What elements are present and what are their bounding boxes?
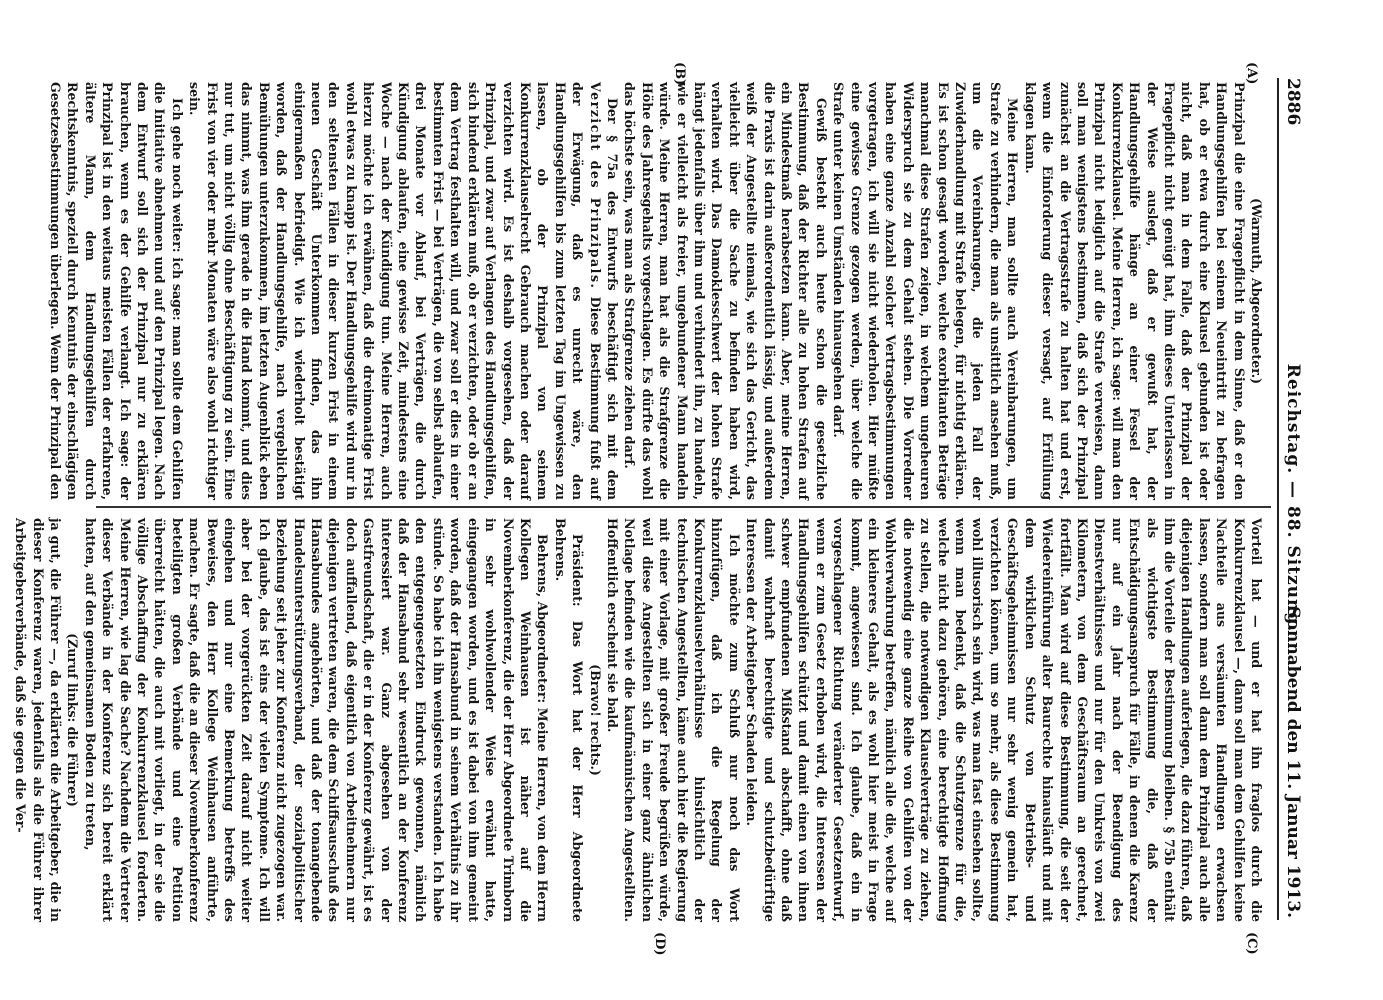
paragraph-body: Diese Bestimmung fußt auf der Erwägung, daß es unrecht wäre, den Handlungsgehilfen bis zum letzten Tag im Ungewissen zu lassen, ob der Prinzipal von seinem Konkurrenzklauselrecht Gebrauch machen oder darauf verzichten wird. Es ist deshalb vorgesehen, daß der Prinzipal, und zwar auf Verlangen des Handlungsgehilfen, sich bindend erklären muß, ob er verzichten, oder ob er an dem Vertrag festhalten will, und zwar soll er dies in einer bestimmten Frist — bei Verträgen, die von selbst ablaufen, drei Monate vor Ablauf, bei Verträgen, die durch Kündigung ablaufen, eine gewisse Zeit, mindestens eine Woche — nach der Kündigung tun. Meine Herren, auch hierzu möchte ich erwähnen, daß die dreimonatige Frist wohl etwas zu knapp ist. Der Handlungsgehilfe wird nur in den seltensten Fällen in dieser kurzen Frist in einem neuen Geschäft Unterkommen finden, das ihn einigermaßen befriedigt. Wie ich wiederholt bestätigt worden, daß der Handlungsgehilfe, nach vergeblichen Bemühungen unterzukommen, im letzten Augenblick eben das nimmt, was ihm gerade in die Hand kommt, und dies nur tut, um nicht völlig ohne Beschäftigung zu sein. Eine Frist von vier oder mehr Monaten wäre also wohl richtiger sein. <box>187 82 603 500</box>
paragraph: Behrens, Abgeordneter: Meine Herren, von dem Herrn Kollegen Weinhausen ist näher auf die Novemberkonferenz, die der Herr Abgeordnete Trimborn in sehr wohlwollender Weise erwähnt hatte, eingegangen worden, und es ist dabei von ihm gemeint worden, daß der Hansabund in seinem Verhältnis zu ihr stünde. So habe ich ihn wenigstens verstanden. Ich habe den entgegengesetzten Eindruck gewonnen, nämlich daß der Hansabund sehr wesentlich an der Konferenz interessiert war. Ganz abgesehen von der Gastfreundschaft, die er in der Konferenz gewährt, ist es doch auffallend, daß eigentlich von Arbeitnehmern nur diejenigen vertreten waren, die dem Schiffsausschuß des Hansabundes angehörten, und daß der tonangebende Handelsunterstützungsverband, der sozialpolitischer Beziehung seit jeher zur Konferenz nicht zugezogen war. Ich glaube, das ist eins der vielen Symptome. Ich will aber bei der vorgerückten Zeit darauf nicht weiter eingehen und nur eine Bemerkung betreffs des Beweises, den Herr Kollege Weinhausen anführte, machen. Er sagte, daß die an dieser Novemberkonferenz beteiligten großen Verbände und eine Petition überreicht hätten, die auch mit vorliegt, in der sie die völlige Abschaffung der Konkurrenzklausel forderten. Meine Herren, wie lag die Sache? Nachdem die Vertreter dieser Verbände in der Konferenz sich bereit erklärt hatten, auf den gemeinsamen Boden zu treten, <box>82 518 551 922</box>
header-divider <box>1277 78 1279 920</box>
margin-mark-a: (A) <box>1244 62 1259 85</box>
emphasis-text: Verzicht des Prinzipals. <box>587 82 603 290</box>
paragraph <box>186 82 621 500</box>
paragraph: Meine Herren, man sollte auch Vereinbarungen, um Strafe zu verhindern, die man als unsittlich ansehen muß, um die Vereinbarungen, die jeden Fall der Zuwiderhandlung mit Strafe belegen, für nichtig erklären. Es ist schon gesagt worden, welche exorbitanten Beträge manchmal diese Strafen zeigen, in welchem ungeheuren Widerspruch sie zu dem Gehalt stehen. Die Vorredner haben eine ganze Anzahl solcher Vertragsbestimmungen vorgetragen, ich will sie nicht wiederholen. Hier müßte eine gewisse Grenze gezogen werden, über welche die Strafe unter keinen Umständen hinausgehen darf. <box>831 82 1021 500</box>
interjection: (Zuruf links: die Führer) <box>65 633 81 807</box>
speaker-reference: (Warmuth, Abgeordneter.) <box>1249 197 1264 385</box>
right-column <box>13 518 1265 922</box>
paragraph-lead: Der § 75a des Entwurfs beschäftigt sich mit dem <box>604 98 620 500</box>
margin-mark-b: (B) <box>672 62 687 86</box>
paragraph: ja gut, die Führer —, da erklärten die Arbeitgeber, die in dieser Konferenz waren, jedenfalls als die Führer ihrer Arbeitgeberverbände, daß sie gegen die Ver- <box>13 518 63 922</box>
page-date: Sonnabend den 11. Januar 1913. <box>1283 606 1303 918</box>
page-title: Reichstag. — 88. Sitzung. <box>1283 363 1303 633</box>
paragraph: Vorteil hat — und er hat ihn fraglos durch die Konkurrenzklausel —, dann soll man dem Gehilfen keine Nachteile aus versäumten Handlungen erwachsen lassen, sondern man soll dann dem Prinzipal auch alle diejenigen Handlungen auferlegen, die dazu führen, daß ihm die Vorteile der Bestimmung bleiben. § 75b enthält als wichtigste Bestimmung die, daß der Entschädigungsanspruch für Fälle, in denen die Karenz nur auf ein Jahr nach der Beendigung des Dienstverhältnisses und nur für den Umkreis von zwei Kilometern, von dem Geschäftsraum an gerechnet, fortfällt. Man wird auf diese Bestimmung, die seit der Wiedereinführung alter Baurechte hinausläuft und mit dem wirklichen Schutz von Betriebs- und Geschäftsgeheimnissen nur sehr wenig gemein hat, verzichten können, um so mehr, als diese Bestimmung wohl illusorisch sein wird, was man fast einsehen sollte, wenn man bedenkt, daß die Schutzgrenze für die, welche nicht dazu gehören, eine berechtigte Hoffnung zu stellen, die notwendigen Klauselverträge zu ziehen, die notwendig eine ganze Reihe von Gehilfen von der Wohlverwahrung betreffen, nämlich alle die, welche auf ein kleineres Gehalt, als es wohl hier meist in Frage kommt, angewiesen sind. Ich glaube, daß ein in vorgeschlagener Richtung veränderter Gesetzentwurf, wenn er zum Gesetz erhoben wird, die Interessen der Handlungsgehilfen schützt und damit einen von ihnen schwer empfundenen Mißstand abschafft, ohne daß damit wahrhaft berechtigte und schutzbedürftige Interessen der Arbeitgeber Schaden leiden. <box>744 518 1264 922</box>
interjection: (Bravo! rechts.) <box>587 664 603 776</box>
paragraph: Gewiß besteht auch heute schon die gesetzliche Bestimmung, daß der Richter alle zu hohen Strafen auf ein Mindestmaß herabsetzen kann. Aber, meine Herren, die Praxis ist darin außerordentlich lässig, und außerdem weiß der Angestellte niemals, wie sich das Gericht, das vielleicht über die Sache zu befinden haben wird, verhalten wird. Das Damoklesschwert der hohen Strafe hängt jedenfalls über ihm und verhindert ihn, zu handeln, wie er vielleicht als freier, ungebundener Mann handeln würde. Meine Herren, man hat als die Strafgrenze die Höhe des Jahresgehalts vorgeschlagen. Es dürfte das wohl das höchste sein, was man als Strafgrenze ziehen darf. <box>622 82 829 500</box>
paragraph: Ich möchte zum Schluß nur noch das Wort hinzufügen, daß ich die Regelung der Konkurrenzklauselverhältnisse hinsichtlich der technischen Angestellten, käme auch hier die Regierung mit einer Vorlage, mit großer Freude begrüßen würde, weil diese Angestellten sich in einer ganz ähnlichen Notlage befinden wie die kaufmännischen Angestellten. Hoffentlich erscheint sie bald. <box>604 518 742 922</box>
column-divider <box>96 506 1271 508</box>
page-number: 2886 <box>1283 78 1303 126</box>
left-column <box>47 82 1265 500</box>
paragraph: Präsident: Das Wort hat der Herr Abgeordnete Behrens. <box>552 518 586 922</box>
margin-mark-c: (C) <box>1244 932 1259 955</box>
paragraph: Prinzipal die eine Fragepflicht in dem Sinne, daß er den Handlungsgehilfen bei seinem Neueintritt zu befragen hat, ob er etwa durch eine Klausel gebunden ist oder nicht, daß man in dem Falle, daß der Prinzipal der Fragepflicht nicht genügt hat, ihm dieses Unterlassen in der Weise auslegt, daß er gewußt hat, der Handlungsgehilfe hänge an einer Fessel der Konkurrenzklausel. Meine Herren, ich sage: will man den Prinzipal nicht lediglich auf die Strafe verweisen, dann soll man wenigstens bestimmen, daß sich der Prinzipal zunächst an die Vertragsstrafe zu halten hat und erst, wenn die Einforderung dieser versagt, auf Erfüllung klagen kann. <box>1022 82 1247 500</box>
paragraph: Ich gehe noch weiter: ich sage: man sollte dem Gehilfen die Initiative abnehmen und auf den Prinzipal legen. Nach dem Entwurf soll sich der Prinzipal nur zu erklären brauchen, wenn es der Gehilfe verlangt. Ich sage: der Prinzipal ist in den weitaus meisten Fällen der erfahrene, ältere Mann, dem Handlungsgehilfen durch Rechtskenntnis, speziell durch Kenntnis der einschlägigen Gesetzesbestimmungen überlegen. Wenn der Prinzipal den <box>47 82 185 500</box>
margin-mark-d: (D) <box>652 932 667 956</box>
